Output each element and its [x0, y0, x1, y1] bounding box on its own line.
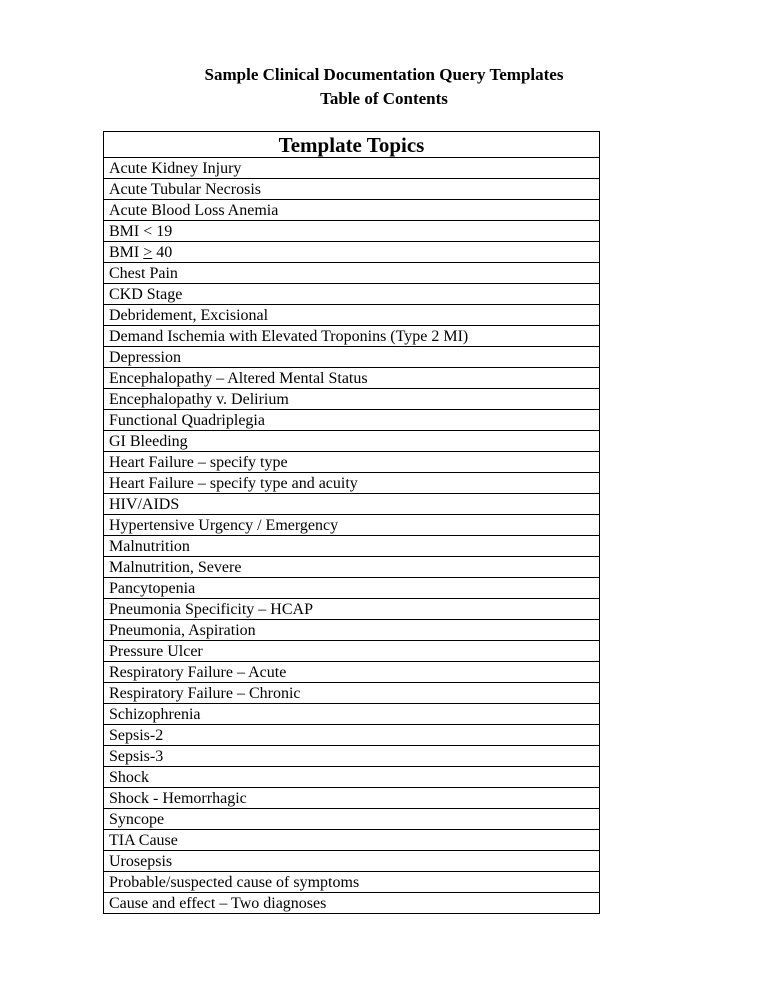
table-row: [104, 683, 600, 704]
table-body: [104, 158, 600, 914]
topic-cell: Shock: [104, 767, 600, 788]
table-header-row: [104, 132, 600, 158]
table-row: [104, 515, 600, 536]
topic-cell: Encephalopathy – Altered Mental Status: [104, 368, 600, 389]
table-row: [104, 305, 600, 326]
greater-equal-symbol: >: [143, 243, 153, 261]
topic-cell: Functional Quadriplegia: [104, 410, 600, 431]
topic-cell: Syncope: [104, 809, 600, 830]
table-row: [104, 431, 600, 452]
table-row: [104, 410, 600, 431]
table-row: [104, 389, 600, 410]
table-row: [104, 200, 600, 221]
document-subtitle: Table of Contents: [320, 89, 448, 108]
table-row: [104, 599, 600, 620]
topic-cell: BMI < 19: [104, 221, 600, 242]
topic-cell: Schizophrenia: [104, 704, 600, 725]
table-row: [104, 872, 600, 893]
table-row: [104, 284, 600, 305]
table-row: [104, 536, 600, 557]
topic-cell: Cause and effect – Two diagnoses: [104, 893, 600, 914]
topic-cell: Pneumonia Specificity – HCAP: [104, 599, 600, 620]
table-row: [104, 242, 600, 263]
table-row: [104, 158, 600, 179]
table-row: [104, 179, 600, 200]
topic-cell: Acute Tubular Necrosis: [104, 179, 600, 200]
table-row: [104, 263, 600, 284]
table-row: [104, 704, 600, 725]
table-row: [104, 725, 600, 746]
table-row: [104, 809, 600, 830]
table-row: [104, 641, 600, 662]
topic-cell: Debridement, Excisional: [104, 305, 600, 326]
topic-cell: Acute Kidney Injury: [104, 158, 600, 179]
table-row: [104, 221, 600, 242]
topic-cell: Urosepsis: [104, 851, 600, 872]
topic-cell: Heart Failure – specify type: [104, 452, 600, 473]
topic-cell: Acute Blood Loss Anemia: [104, 200, 600, 221]
table-row: [104, 893, 600, 914]
topic-cell: Demand Ischemia with Elevated Troponins (Type 2 MI): [104, 326, 600, 347]
table-header: Template Topics: [104, 132, 600, 158]
topic-cell: Respiratory Failure – Chronic: [104, 683, 600, 704]
topic-cell: CKD Stage: [104, 284, 600, 305]
table-row: [104, 452, 600, 473]
topic-cell: Respiratory Failure – Acute: [104, 662, 600, 683]
table-row: [104, 662, 600, 683]
table-row: [104, 578, 600, 599]
topic-cell: Sepsis-2: [104, 725, 600, 746]
topic-cell: BMI > 40: [104, 242, 600, 263]
topic-cell: Malnutrition, Severe: [104, 557, 600, 578]
topic-cell: Sepsis-3: [104, 746, 600, 767]
topic-cell: Chest Pain: [104, 263, 600, 284]
topic-cell: Probable/suspected cause of symptoms: [104, 872, 600, 893]
topic-cell: HIV/AIDS: [104, 494, 600, 515]
topic-cell: Hypertensive Urgency / Emergency: [104, 515, 600, 536]
table-row: [104, 830, 600, 851]
table-row: [104, 494, 600, 515]
table-row: [104, 557, 600, 578]
topic-cell: Pancytopenia: [104, 578, 600, 599]
topic-cell: GI Bleeding: [104, 431, 600, 452]
table-row: [104, 347, 600, 368]
table-row: [104, 326, 600, 347]
topic-cell: Encephalopathy v. Delirium: [104, 389, 600, 410]
table-row: [104, 368, 600, 389]
document-title: Sample Clinical Documentation Query Templates: [204, 65, 564, 84]
topic-cell: Pressure Ulcer: [104, 641, 600, 662]
topic-cell: Malnutrition: [104, 536, 600, 557]
table-row: [104, 851, 600, 872]
topic-cell: TIA Cause: [104, 830, 600, 851]
template-topics-table: [103, 131, 600, 914]
topic-cell: Depression: [104, 347, 600, 368]
topic-cell: Heart Failure – specify type and acuity: [104, 473, 600, 494]
topic-cell: Pneumonia, Aspiration: [104, 620, 600, 641]
table-row: [104, 788, 600, 809]
topic-cell: Shock - Hemorrhagic: [104, 788, 600, 809]
table-row: [104, 620, 600, 641]
table-row: [104, 473, 600, 494]
table-row: [104, 746, 600, 767]
table-row: [104, 767, 600, 788]
